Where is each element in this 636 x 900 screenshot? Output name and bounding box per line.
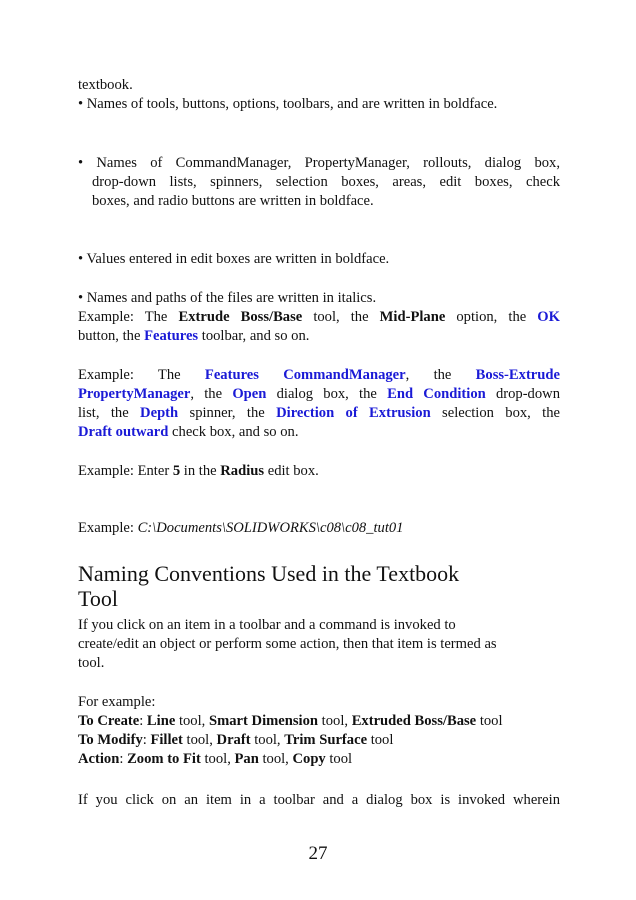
paragraph-line: If you click on an item in a toolbar and a dialog box is invoked wherein: [78, 792, 560, 808]
example-line: Example: The Features CommandManager, the Boss-Extrude: [78, 367, 560, 383]
tool-list-action: Action: Zoom to Fit tool, Pan tool, Copy tool: [78, 751, 353, 767]
section-heading: Naming Conventions Used in the Textbook: [78, 561, 460, 586]
section-subheading: Tool: [78, 586, 119, 611]
example-line: Example: Enter 5 in the Radius edit box.: [78, 463, 319, 479]
text-line: textbook.: [78, 77, 133, 93]
example-line: list, the Depth spinner, the Direction of Extrusion selection box, the: [78, 405, 560, 421]
bullet-files-italics: • Names and paths of the files are written in italics.: [78, 290, 377, 306]
bullet-commandmanager-line: boxes, and radio buttons are written in boldface.: [92, 193, 374, 209]
paragraph-line: For example:: [78, 694, 156, 710]
example-line: Example: The Extrude Boss/Base tool, the Mid-Plane option, the OK: [78, 309, 560, 325]
tool-list-modify: To Modify: Fillet tool, Draft tool, Trim Surface tool: [78, 732, 394, 748]
bullet-commandmanager-line: • Names of CommandManager, PropertyManager, rollouts, dialog box,: [78, 155, 560, 171]
example-line: Example: C:\Documents\SOLIDWORKS\c08\c08_tut01: [78, 520, 404, 536]
paragraph-line: If you click on an item in a toolbar and a command is invoked to: [78, 617, 456, 633]
file-path: C:\Documents\SOLIDWORKS\c08\c08_tut01: [137, 520, 404, 536]
tool-list-create: To Create: Line tool, Smart Dimension tool, Extruded Boss/Base tool: [78, 713, 503, 729]
example-line: PropertyManager, the Open dialog box, the End Condition drop-down: [78, 386, 560, 402]
paragraph-line: create/edit an object or perform some action, then that item is termed as: [78, 636, 497, 652]
bullet-values-boldface: • Values entered in edit boxes are written in boldface.: [78, 251, 390, 267]
example-line: Draft outward check box, and so on.: [78, 424, 299, 440]
example-line: button, the Features toolbar, and so on.: [78, 328, 310, 344]
bullet-tools-boldface: • Names of tools, buttons, options, toolbars, and are written in boldface.: [78, 96, 498, 112]
paragraph-line: tool.: [78, 655, 105, 671]
bullet-commandmanager-line: drop-down lists, spinners, selection boxes, areas, edit boxes, check: [92, 174, 560, 190]
page-number: 27: [308, 843, 328, 864]
